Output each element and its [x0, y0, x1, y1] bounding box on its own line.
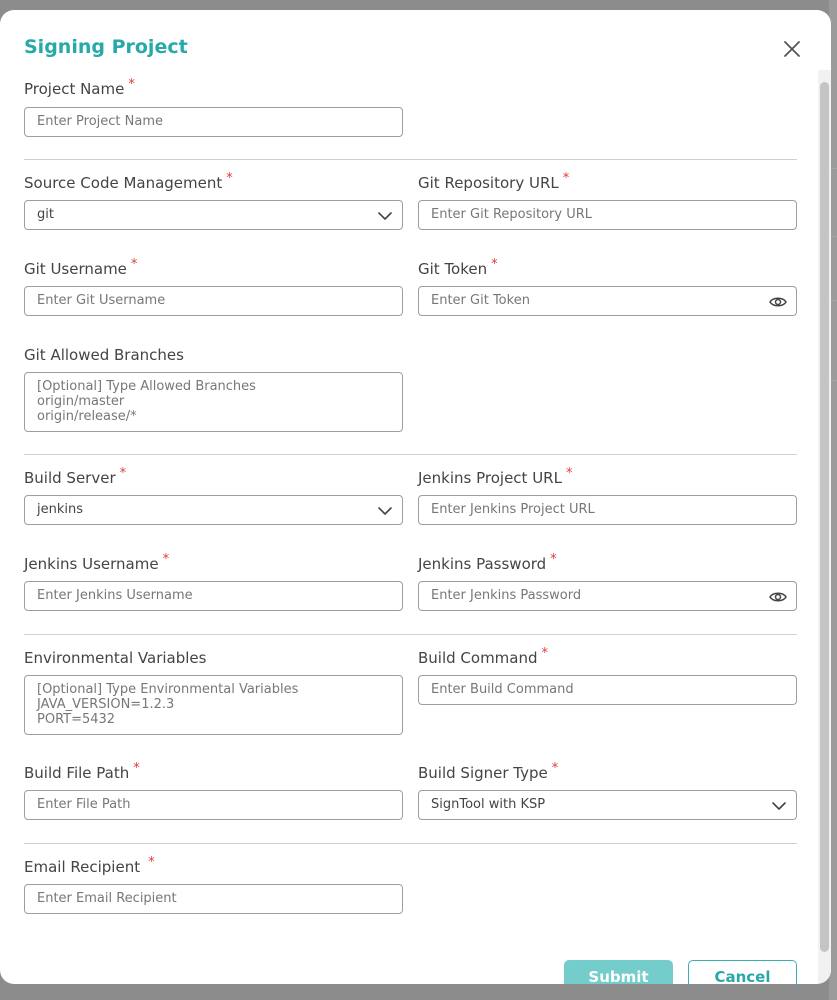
placeholder-line: origin/master: [37, 394, 125, 409]
build-server-select[interactable]: [24, 495, 403, 525]
build-server-label: Build Server *: [24, 466, 127, 487]
build-signer-type-label: Build Signer Type *: [418, 761, 559, 782]
git-username-label: Git Username *: [24, 257, 138, 278]
build-signer-type-value: SignTool with KSP: [431, 797, 546, 812]
placeholder-line: origin/release/*: [37, 409, 137, 424]
eye-icon[interactable]: [769, 589, 787, 605]
section-divider: [24, 843, 797, 844]
required-mark: *: [551, 761, 559, 776]
required-mark: *: [541, 646, 549, 661]
placeholder-line: PORT=5432: [37, 712, 116, 727]
build-file-path-input[interactable]: Enter File Path: [24, 790, 403, 820]
git-repo-url-input[interactable]: Enter Git Repository URL: [418, 200, 797, 230]
scrollbar-thumb[interactable]: [820, 82, 829, 952]
required-mark: *: [133, 761, 140, 776]
required-mark: *: [550, 552, 557, 567]
jenkins-password-input[interactable]: [418, 581, 797, 611]
scm-label: Source Code Management *: [24, 171, 233, 192]
chevron-down-icon: [377, 208, 393, 224]
git-token-placeholder: Enter Git Token: [431, 293, 530, 308]
required-mark: *: [491, 257, 498, 272]
git-repo-url-label: Git Repository URL *: [418, 171, 570, 192]
required-mark: *: [562, 171, 570, 186]
build-signer-type-select[interactable]: [418, 790, 797, 820]
eye-icon[interactable]: [769, 294, 787, 310]
submit-button[interactable]: Submit: [564, 960, 673, 984]
git-branches-textarea[interactable]: [24, 372, 403, 432]
section-divider: [24, 454, 797, 455]
required-mark: *: [148, 855, 155, 870]
project-name-label: Project Name *: [24, 77, 135, 98]
email-recipient-input[interactable]: Enter Email Recipient: [24, 884, 403, 914]
build-command-label: Build Command *: [418, 646, 549, 667]
required-mark: *: [226, 171, 233, 186]
required-mark: *: [130, 257, 138, 272]
cancel-button[interactable]: Cancel: [688, 960, 797, 984]
git-username-input[interactable]: Enter Git Username: [24, 286, 403, 316]
close-button[interactable]: [780, 37, 804, 61]
build-command-input[interactable]: Enter Build Command: [418, 675, 797, 705]
git-token-label: Git Token *: [418, 257, 498, 278]
close-icon: [780, 37, 804, 61]
section-divider: [24, 159, 797, 160]
signing-project-modal: [0, 10, 831, 984]
required-mark: *: [565, 466, 573, 481]
email-recipient-label: Email Recipient *: [24, 855, 155, 876]
jenkins-username-input[interactable]: Enter Jenkins Username: [24, 581, 403, 611]
jenkins-password-placeholder: Enter Jenkins Password: [431, 588, 582, 603]
build-file-path-label: Build File Path *: [24, 761, 140, 782]
placeholder-line: JAVA_VERSION=1.2.3: [37, 697, 175, 712]
required-mark: *: [119, 466, 127, 481]
required-mark: *: [128, 77, 135, 92]
jenkins-username-label: Jenkins Username *: [24, 552, 170, 573]
chevron-down-icon: [377, 503, 393, 519]
placeholder-line: [Optional] Type Environmental Variables: [37, 682, 299, 697]
build-server-value: jenkins: [37, 502, 84, 517]
jenkins-url-input[interactable]: Enter Jenkins Project URL: [418, 495, 797, 525]
env-vars-textarea[interactable]: [24, 675, 403, 735]
git-token-input[interactable]: [418, 286, 797, 316]
required-mark: *: [162, 552, 170, 567]
git-branches-label: Git Allowed Branches: [24, 346, 184, 364]
jenkins-url-label: Jenkins Project URL *: [418, 466, 573, 487]
jenkins-password-label: Jenkins Password *: [418, 552, 557, 573]
scm-value: git: [37, 207, 54, 222]
env-vars-label: Environmental Variables: [24, 649, 207, 667]
chevron-down-icon: [771, 798, 787, 814]
scm-select[interactable]: [24, 200, 403, 230]
placeholder-line: [Optional] Type Allowed Branches: [37, 379, 256, 394]
section-divider: [24, 634, 797, 635]
project-name-input[interactable]: Enter Project Name: [24, 107, 403, 137]
modal-title: Signing Project: [24, 36, 188, 58]
